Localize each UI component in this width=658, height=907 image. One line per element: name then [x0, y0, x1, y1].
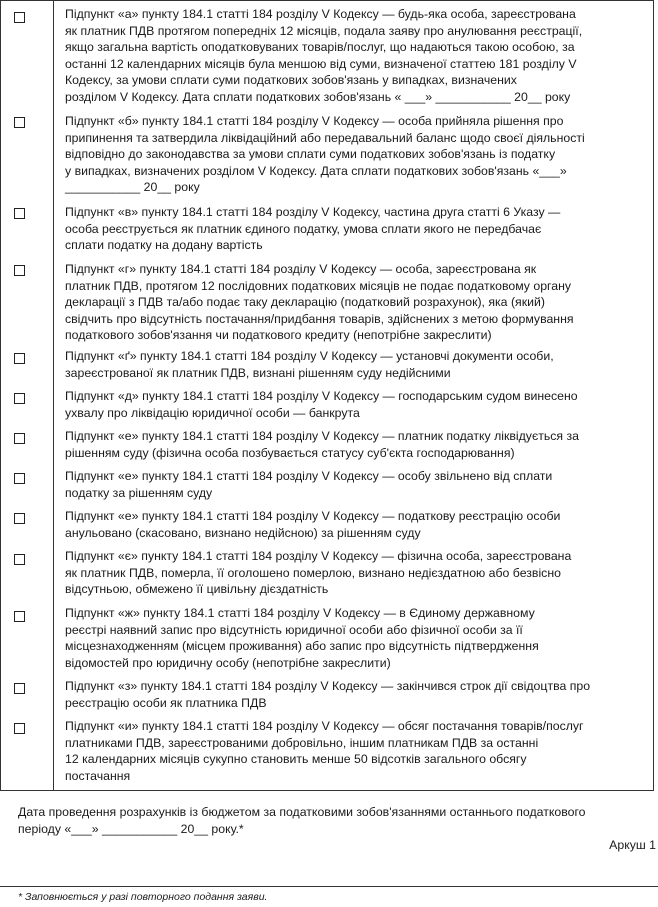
ground-row-a: [1, 1, 653, 109]
ground-text-e1: Підпункт «е» пункту 184.1 статті 184 розділу V Кодексу — платник податку ліквідується за рішенням суду (фізична особа позбувається статусу суб'єкта господарювання): [65, 429, 579, 460]
ground-row-v: [1, 200, 653, 255]
ground-text-a: Підпункт «а» пункту 184.1 статті 184 розділу V Кодексу — будь-яка особа, зареєстрована як платник ПДВ протягом попередніх 12 місяців, подала заяву про анулювання реєстрації, якщо загальна вартість оподатковуваних товарів/послуг, що надаються такою особою, за останні 12 календарних місяців була меншою від суми, визначеної статтею 181 розділу V Кодексу, за умови сплати суми податкових зобов'язань у випадках, визначених розділом V Кодексу. Дата сплати податкових зобов'язань « ___» ___________ 20__ року: [65, 7, 583, 104]
ground-text-v: Підпункт «в» пункту 184.1 статті 184 розділу V Кодексу, частина друга статті 6 Указу — особа реєструється як платник єдиного податку, умова сплати якого не передбачає сплати податку на додану вартість: [65, 205, 561, 252]
checkbox-g[interactable]: [14, 265, 25, 276]
ground-row-z: [1, 674, 653, 714]
checkbox-e3[interactable]: [14, 513, 25, 524]
checkbox-v[interactable]: [14, 208, 25, 219]
ground-row-g: [1, 255, 653, 344]
ground-text-b: Підпункт «б» пункту 184.1 статті 184 розділу V Кодексу — особа прийняла рішення про припинення та затвердила ліквідаційний або передавальний баланс щодо своєї діяльності відповідно до законодавства за умови сплати суми податкових зобов'язань із податку у випадках, визначених розділом V Кодексу. Дата сплати податкових зобов'язань «___» ___________ 20__ року: [65, 114, 585, 194]
ground-row-d: [1, 384, 653, 424]
checkbox-g2[interactable]: [14, 353, 25, 364]
settlement-date-text: Дата проведення розрахунків із бюджетом за податковими зобов'язаннями останнього податкового періоду «___» ___________ 20__ року.*: [18, 805, 586, 836]
footnote-divider: [0, 886, 658, 887]
ground-text-e3: Підпункт «е» пункту 184.1 статті 184 розділу V Кодексу — податкову реєстрацію особи анульовано (скасовано, визнано недійсною) за рішенням суду: [65, 509, 561, 540]
sheet-number: Аркуш 1: [609, 838, 656, 852]
checkbox-ye[interactable]: [14, 554, 25, 565]
checkbox-zh[interactable]: [14, 611, 25, 622]
footnote: * Заповнюється у разі повторного подання заяви.: [18, 891, 268, 903]
ground-row-zh: [1, 602, 653, 674]
checkbox-e2[interactable]: [14, 473, 25, 484]
ground-text-g2: Підпункт «ґ» пункту 184.1 статті 184 розділу V Кодексу — установчі документи особи, зареєстрованої як платник ПДВ, визнані рішенням суду недійсними: [65, 349, 554, 380]
ground-text-zh: Підпункт «ж» пункту 184.1 статті 184 розділу V Кодексу — в Єдиному державному реєстрі наявний запис про відсутність юридичної особи або фізичної особи за її місцезнаходженням (місцем проживання) або запис про відсутність підтвердження відомостей про юридичну особу (непотрібне закреслити): [65, 606, 539, 670]
ground-text-y: Підпункт «и» пункту 184.1 статті 184 розділу V Кодексу — обсяг постачання товарів/послуг платниками ПДВ, зареєстрованими добровільно, іншим платникам ПДВ за останні 12 календарних місяців сукупно становить менше 50 відсотків загального обсягу постачання: [65, 719, 584, 783]
ground-row-e1: [1, 424, 653, 464]
ground-text-g: Підпункт «г» пункту 184.1 статті 184 розділу V Кодексу — особа, зареєстрована як платник ПДВ, протягом 12 послідовних податкових місяців не подає податковому органу декларації з ПДВ та/або подає таку декларацію (податковий розрахунок), яка (який) свідчить про відсутність постачання/придбання товарів, здійснених з метою формування податкового зобов'язання чи податкового кредиту (непотрібне закреслити): [65, 262, 574, 342]
checkbox-z[interactable]: [14, 683, 25, 694]
ground-text-e2: Підпункт «е» пункту 184.1 статті 184 розділу V Кодексу — особу звільнено від сплати податку за рішенням суду: [65, 469, 553, 500]
ground-text-z: Підпункт «з» пункту 184.1 статті 184 розділу V Кодексу — закінчився строк дії свідоцтва про реєстрацію особи як платника ПДВ: [65, 679, 591, 710]
ground-text-ye: Підпункт «є» пункту 184.1 статті 184 розділу V Кодексу — фізична особа, зареєстрована як платник ПДВ, померла, її оголошено померлою, визнано недієздатною або безвісно відсутньою, обмежено її цивільну дієздатність: [65, 549, 572, 596]
checkbox-a[interactable]: [14, 12, 25, 23]
ground-row-y: [1, 714, 653, 790]
ground-row-e2: [1, 464, 653, 504]
ground-text-d: Підпункт «д» пункту 184.1 статті 184 розділу V Кодексу — господарським судом винесено ухвалу про ліквідацію юридичної особи — банкрута: [65, 389, 578, 420]
checkbox-e1[interactable]: [14, 433, 25, 444]
ground-row-g2: [1, 344, 653, 384]
checkbox-b[interactable]: [14, 117, 25, 128]
ground-row-e3: [1, 504, 653, 544]
ground-row-ye: [1, 544, 653, 602]
checkbox-d[interactable]: [14, 393, 25, 404]
ground-row-b: [1, 109, 653, 200]
checkbox-y[interactable]: [14, 723, 25, 734]
